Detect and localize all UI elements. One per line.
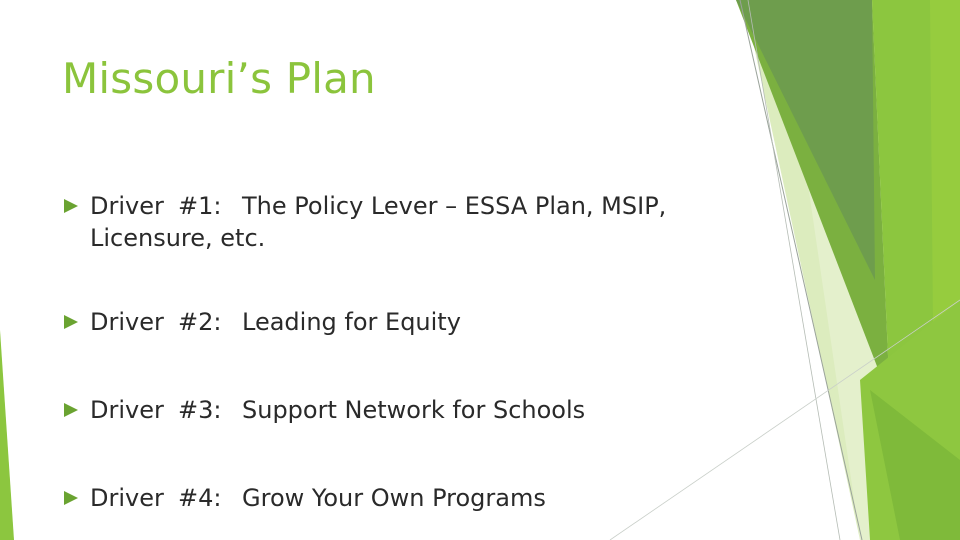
driver-text: Support Network for Schools xyxy=(242,396,586,424)
driver-text: Leading for Equity xyxy=(242,308,461,336)
bullet-arrow-icon xyxy=(64,491,78,505)
bullet-arrow-icon xyxy=(64,199,78,213)
bullet-driver-3 xyxy=(62,394,742,426)
left-edge-strip xyxy=(0,330,14,540)
driver-text: Grow Your Own Programs xyxy=(242,484,546,512)
driver-number: #2: xyxy=(178,308,222,336)
slide-title: Missouri’s Plan xyxy=(62,54,376,103)
driver-label: Driver xyxy=(90,192,164,220)
driver-number: #1: xyxy=(178,192,222,220)
bullet-driver-1 xyxy=(62,190,742,254)
bullet-arrow-icon xyxy=(64,403,78,417)
driver-text: The Policy Lever – ESSA Plan, MSIP, xyxy=(242,192,667,220)
bullet-arrow-icon xyxy=(64,315,78,329)
bullet-list xyxy=(62,190,742,514)
driver-label: Driver xyxy=(90,484,164,512)
bullet-driver-4 xyxy=(62,482,742,514)
driver-number: #3: xyxy=(178,396,222,424)
driver-label: Driver xyxy=(90,396,164,424)
bullet-driver-2 xyxy=(62,306,742,338)
driver-text-continuation: Licensure, etc. xyxy=(90,224,266,252)
driver-number: #4: xyxy=(178,484,222,512)
driver-label: Driver xyxy=(90,308,164,336)
